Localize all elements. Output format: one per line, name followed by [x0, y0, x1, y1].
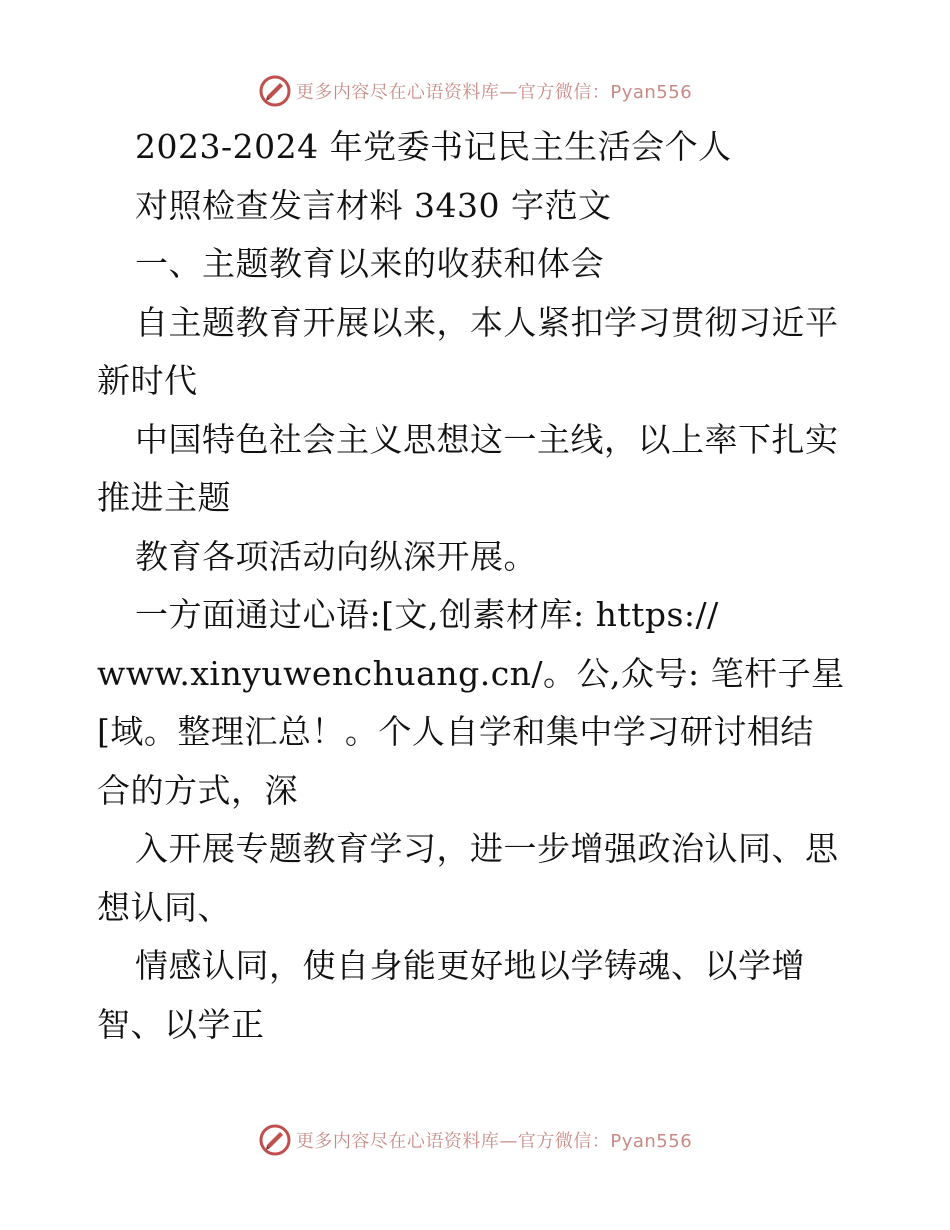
seal-logo-icon	[258, 1123, 292, 1157]
body-line: 推进主题	[97, 478, 231, 517]
seal-logo-icon	[258, 74, 292, 108]
body-line: 自主题教育开展以来，本人紧扣学习贯彻习近平	[135, 302, 839, 342]
body-line: 教育各项活动向纵深开展。	[135, 536, 537, 576]
body-line: 中国特色社会主义思想这一主线，以上率下扎实	[135, 419, 839, 459]
body-line: www.xinyuwenchuang.cn/。公,众号: 笔杆子星	[97, 653, 845, 693]
body-line: 合的方式，深	[97, 770, 298, 810]
watermark-text: 更多内容尽在心语资料库—官方微信：Pyan556	[295, 82, 693, 103]
title-line-1: 2023-2024 年党委书记民主生活会个人	[135, 127, 732, 166]
body-line: 智、以学正	[97, 1004, 265, 1044]
body-line: [域。整理汇总！。个人自学和集中学习研讨相结	[97, 712, 814, 751]
body-line: 入开展专题教育学习，进一步增强政治认同、思	[135, 829, 839, 868]
body-line: 新时代	[97, 361, 198, 400]
section-heading: 一、主题教育以来的收获和体会	[135, 244, 604, 283]
footer-watermark	[0, 1120, 950, 1160]
document-body	[97, 118, 857, 1054]
body-line: 情感认同，使自身能更好地以学铸魂、以学增	[135, 946, 805, 985]
watermark-text: 更多内容尽在心语资料库—官方微信：Pyan556	[295, 1131, 693, 1152]
body-line: 一方面通过心语:[文,创素材库: https://	[135, 595, 719, 634]
title-line-2: 对照检查发言材料 3430 字范文	[135, 185, 612, 225]
header-watermark	[0, 71, 950, 111]
body-line: 想认同、	[97, 887, 231, 927]
